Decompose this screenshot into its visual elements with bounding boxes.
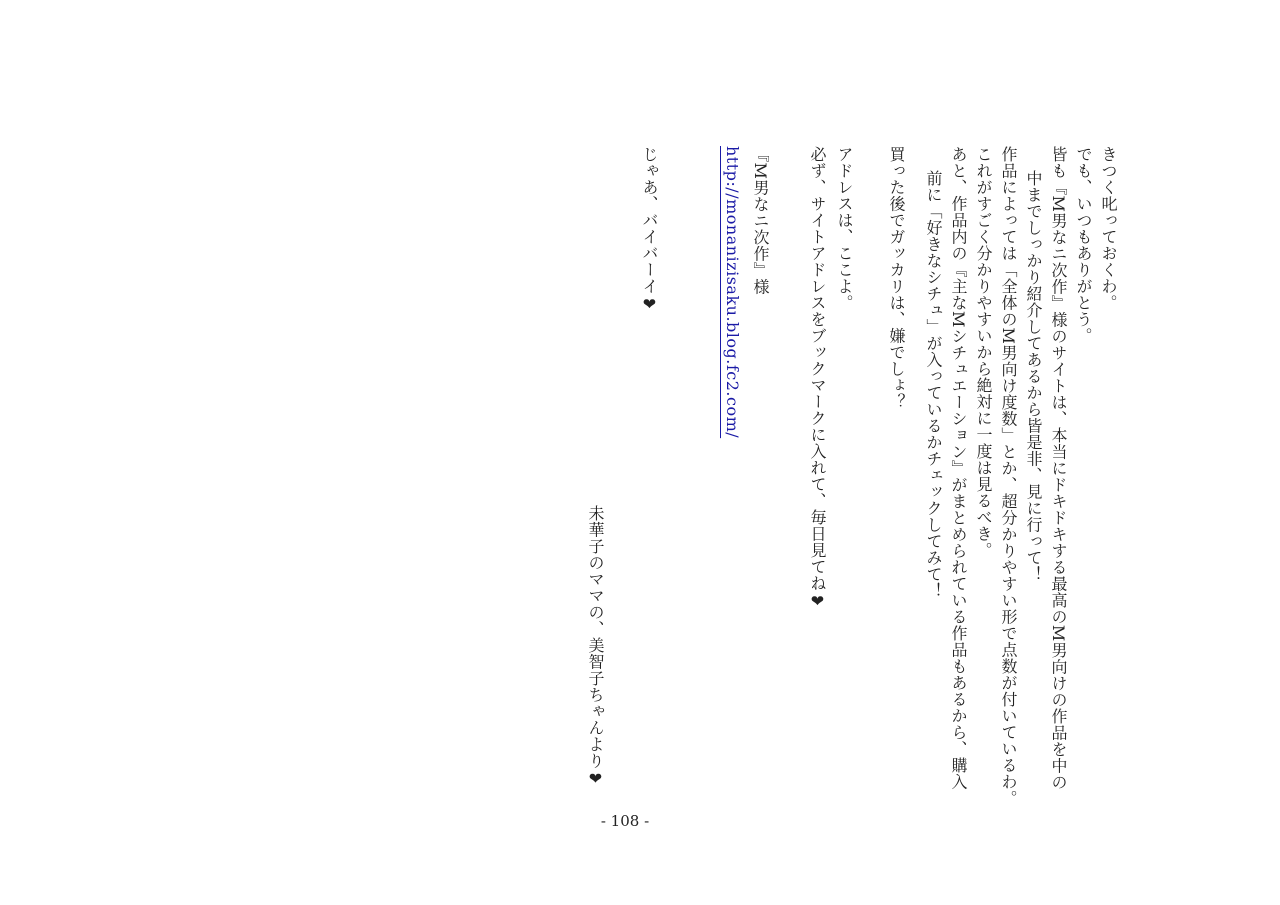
text-line: 作品によっては「全体のM男向け度数」とか、超分かりやすい形で点数が付いているわ。 xyxy=(999,146,1018,807)
text-line: じゃあ、バイバーイ❤ xyxy=(640,146,659,314)
page-number: - 108 - xyxy=(600,812,650,830)
text-line: あと、作品内の『主なMシチュエーション』がまとめられている作品もあるから、購入 xyxy=(949,146,968,790)
text-line: 中までしっかり紹介してあるから皆是非、見に行って！ xyxy=(1024,170,1043,583)
text-line: 『M男なニ次作』様 xyxy=(751,146,770,295)
text-line: 前に「好きなシチュ」が入っているかチェックしてみて！ xyxy=(924,170,943,599)
text-line: 必ず、サイトアドレスをブックマークに入れて、毎日見てね❤ xyxy=(808,146,827,611)
text-line: これがすごく分かりやすいから絶対に一度は見るべき。 xyxy=(974,146,993,559)
text-line: 皆も『M男なニ次作』様のサイトは、本当にドキドキする最高のM男向けの作品を中の xyxy=(1049,146,1068,791)
text-line: でも、いつもありがとう。 xyxy=(1074,146,1093,344)
text-line: きつく叱っておくわ。 xyxy=(1099,146,1118,311)
signature: 未華子のママの、美智子ちゃんより❤ xyxy=(586,505,605,789)
site-url-link[interactable]: http://monanizisaku.blog.fc2.com/ xyxy=(723,146,742,439)
text-line: アドレスは、ここよ。 xyxy=(835,146,854,311)
text-line: 買った後でガッカリは、嫌でしょ？ xyxy=(887,146,906,410)
